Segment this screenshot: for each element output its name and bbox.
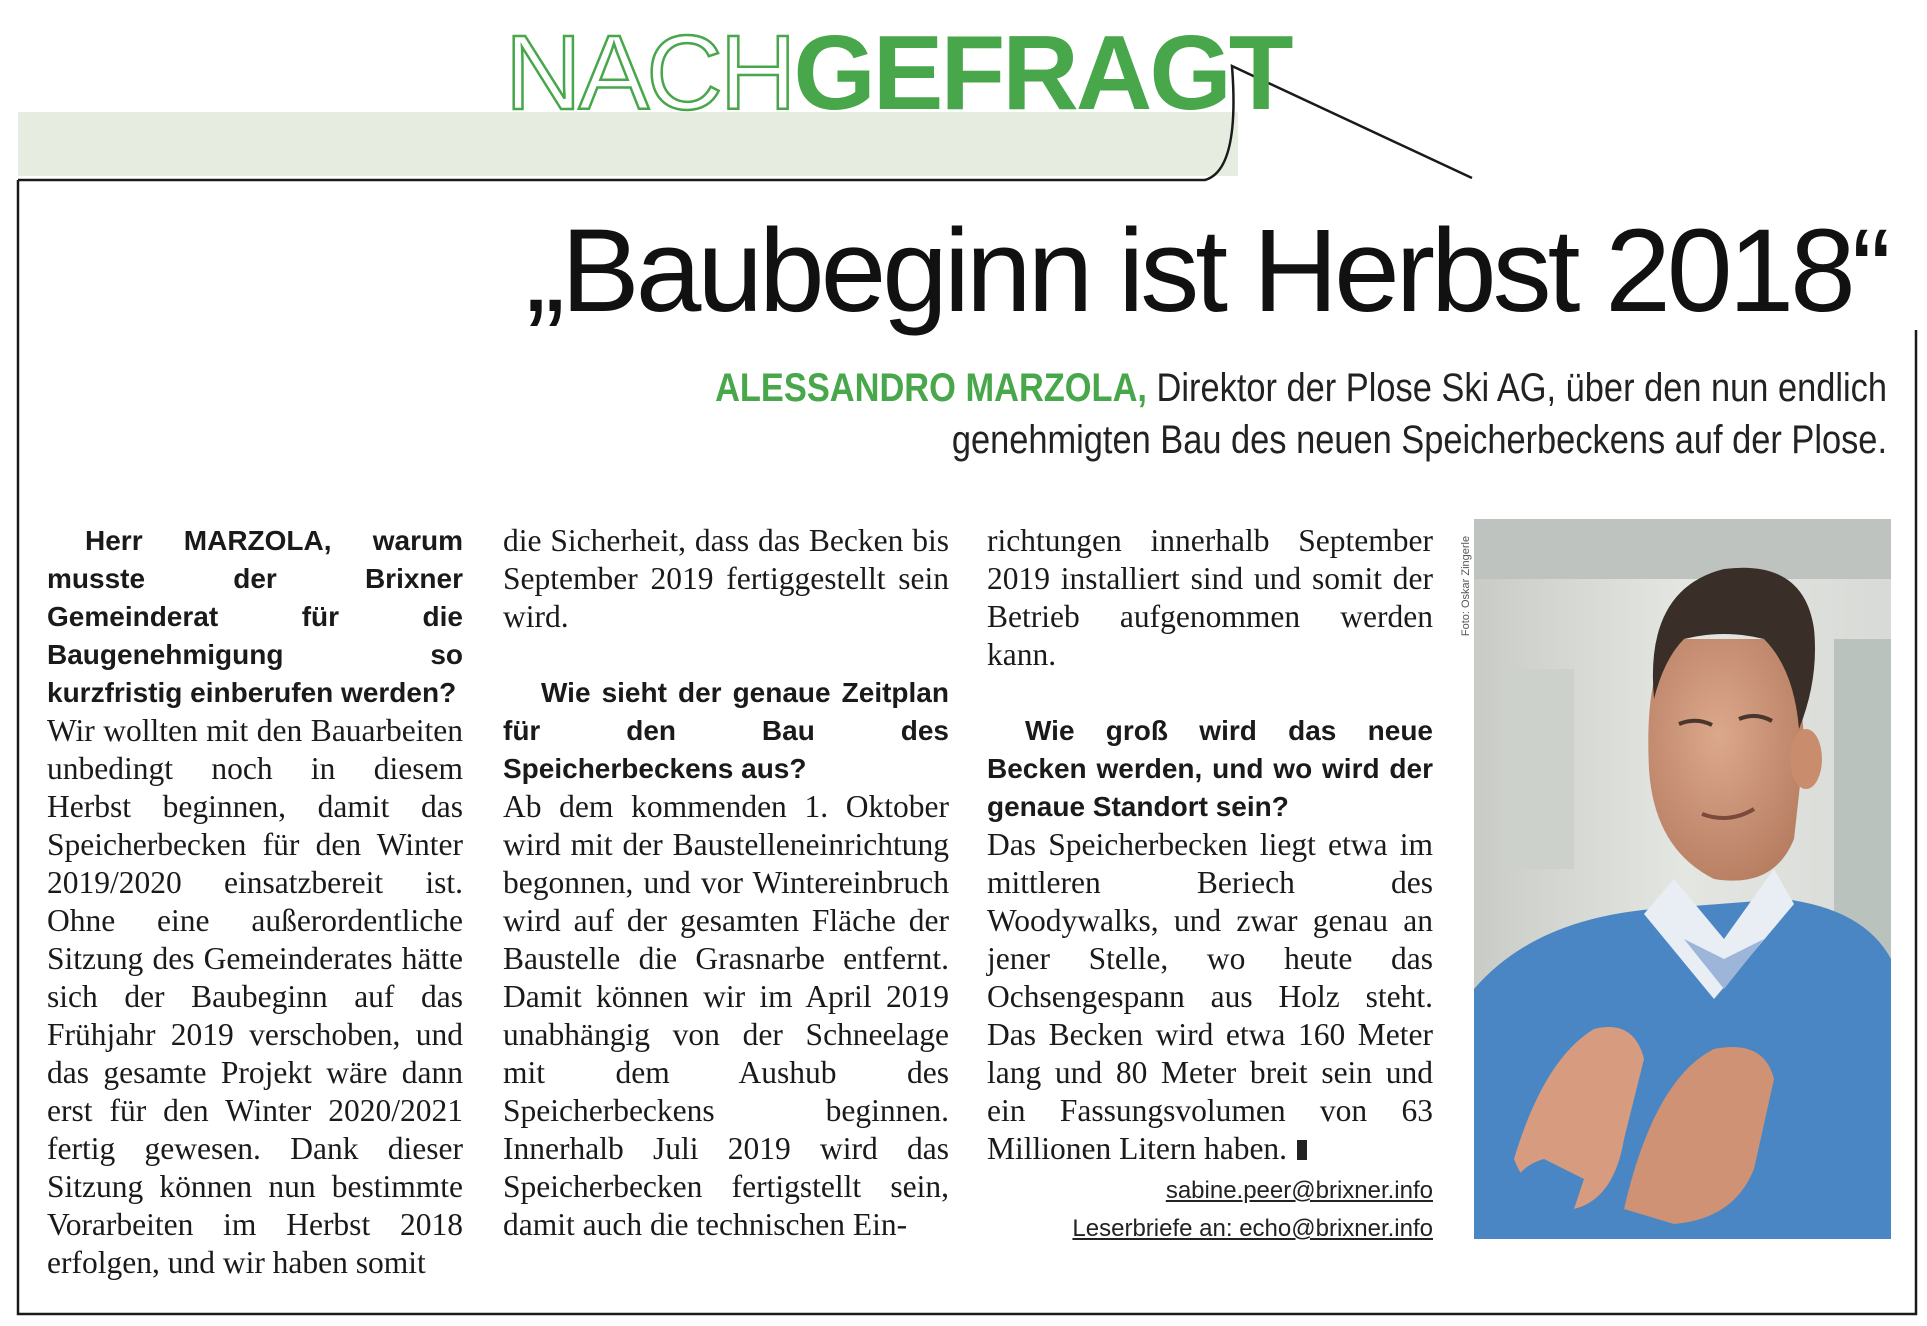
letters-email-link[interactable]: Leserbriefe an: echo@brixner.info bbox=[1072, 1215, 1433, 1242]
column-2 bbox=[503, 522, 949, 1244]
answer-3-wrap bbox=[987, 826, 1433, 1168]
kicker-bold: GEFRAGT bbox=[793, 14, 1291, 132]
question-1: Herr MARZOLA, warum musste der Brixner Gemeinderat für die Baugenehmigung so kurzfristig einberufen werden? bbox=[47, 525, 463, 708]
column-1 bbox=[47, 522, 463, 1282]
end-mark bbox=[1297, 1140, 1307, 1160]
question-2: Wie sieht der genaue Zeitplan für den Bau des Speicherbeckens aus? bbox=[503, 677, 949, 784]
author-email-link[interactable]: sabine.peer@brixner.info bbox=[1165, 1177, 1433, 1204]
answer-3: Das Speicherbecken liegt etwa im mittleren Beriech des Woodywalks, und zwar genau an jener Stelle, wo heute das Ochsengespann aus Holz steht. Das Becken wird etwa 160 Meter lang und 80 Meter breit sein und ein Fassungsvolumen von 63 Millionen Litern haben. bbox=[987, 827, 1433, 1166]
answer-2-part-2: richtungen innerhalb September 2019 installiert sind und somit der Betrieb aufgenommen werden kann. bbox=[987, 523, 1433, 672]
kicker-light: NACH bbox=[505, 14, 794, 132]
photo-credit-text: Foto: Oskar Zingerle bbox=[1460, 535, 1472, 637]
headline: „Baubeginn ist Herbst 2018“ bbox=[525, 205, 1887, 337]
photo-credit bbox=[1456, 530, 1476, 650]
question-3: Wie groß wird das neue Becken werden, und wo wird der genaue Standort sein? bbox=[987, 715, 1433, 822]
answer-1-part-1: Wir wollten mit den Bauarbeiten unbedingt noch in diesem Herbst beginnen, damit das Speicherbecken für den Winter 2019/2020 einsatzbereit ist. Ohne eine außerordentliche Sitzung des Gemeinderates hätte sich der Baubeginn auf das Frühjahr 2019 verschoben, und das gesamte Projekt wäre dann erst für den Winter 2020/2021 fertig gewesen. Dank dieser Sitzung können nun bestimmte Vorarbeiten im Herbst 2018 erfolgen, und wir haben somit bbox=[47, 713, 463, 1280]
section-kicker bbox=[505, 14, 1291, 132]
portrait-photo bbox=[1474, 519, 1891, 1239]
subheadline bbox=[657, 362, 1887, 466]
column-3 bbox=[987, 522, 1433, 1168]
answer-2-part-1: Ab dem kommenden 1. Oktober wird mit der Baustelleneinrichtung begonnen, und vor Wintereinbruch wird auf der gesamten Fläche der Baustelle die Grasnarbe entfernt. Damit können wir im April 2019 unabhängig von der Schneelage mit dem Aushub des Speicherbeckens beginnen. Innerhalb Juli 2019 wird das Speicherbecken fertigstellt sein, damit auch die technischen Ein- bbox=[503, 789, 949, 1242]
subheadline-text: Direktor der Plose Ski AG, über den nun endlich genehmigten Bau des neuen Speicherbeckens auf der Plose. bbox=[951, 366, 1887, 462]
interviewee-name: ALESSANDRO MARZOLA, bbox=[715, 366, 1147, 410]
answer-1-part-2: die Sicherheit, dass das Becken bis September 2019 fertiggestellt sein wird. bbox=[503, 523, 949, 634]
